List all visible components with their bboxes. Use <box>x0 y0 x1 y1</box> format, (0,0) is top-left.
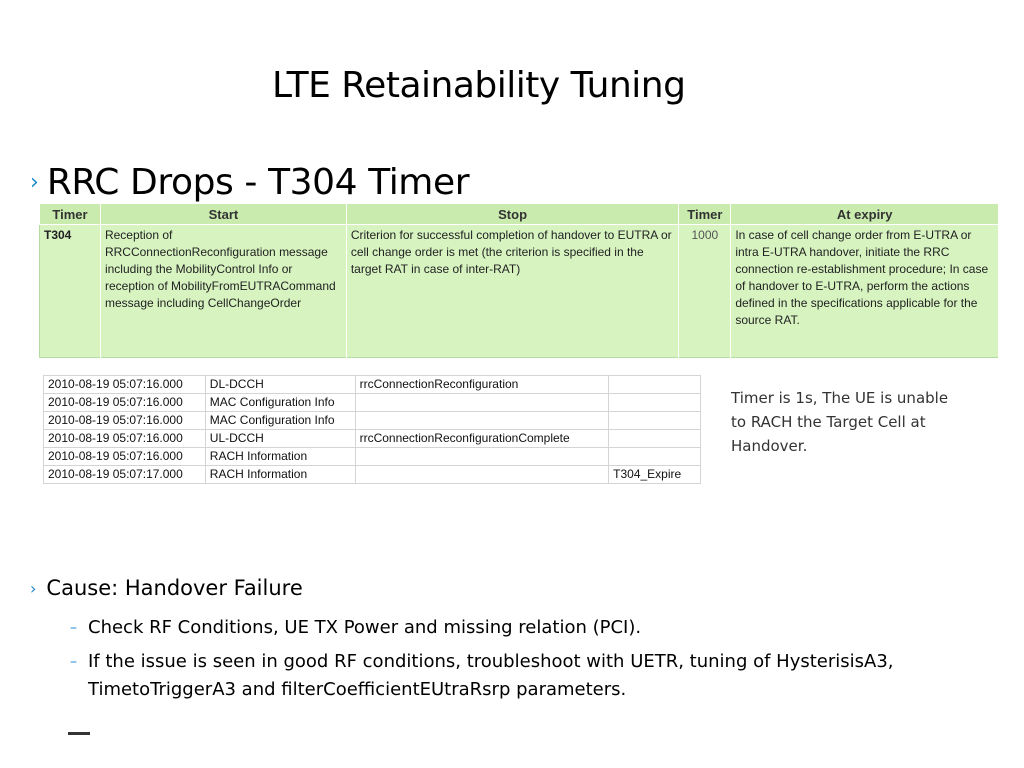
log-cell: rrcConnectionReconfiguration <box>355 376 609 394</box>
log-table <box>43 375 701 484</box>
dash-icon: – <box>70 620 77 636</box>
table-row <box>44 448 701 466</box>
table-header: Timer <box>40 204 101 225</box>
log-cell <box>355 394 609 412</box>
log-cell: 2010-08-19 05:07:16.000 <box>44 394 206 412</box>
timer-value-cell: 1000 <box>679 225 731 358</box>
sub-bullet <box>70 648 908 704</box>
table-header: Timer <box>679 204 731 225</box>
table-header: At expiry <box>731 204 999 225</box>
table-row <box>44 412 701 430</box>
main-bullet <box>30 160 469 204</box>
log-cell: T304_Expire <box>609 466 701 484</box>
table-row <box>40 225 999 358</box>
log-cell: 2010-08-19 05:07:16.000 <box>44 448 206 466</box>
log-cell: 2010-08-19 05:07:16.000 <box>44 430 206 448</box>
table-header: Start <box>100 204 346 225</box>
log-cell <box>609 430 701 448</box>
timer-table <box>39 203 999 358</box>
timer-expiry-cell: In case of cell change order from E-UTRA or intra E-UTRA handover, initiate the RRC connection re-establishment procedure; In case of handover to E-UTRA, perform the actions defined in the specifications applicable for the source RAT. <box>731 225 999 358</box>
table-row <box>44 394 701 412</box>
table-row <box>44 466 701 484</box>
log-cell: DL-DCCH <box>205 376 355 394</box>
bottom-dash-mark <box>68 732 90 735</box>
sub-bullet-text: Check RF Conditions, UE TX Power and missing relation (PCI). <box>88 617 642 638</box>
main-bullet-text: RRC Drops - T304 Timer <box>46 161 470 203</box>
log-cell: 2010-08-19 05:07:16.000 <box>44 376 206 394</box>
log-cell: RACH Information <box>205 448 355 466</box>
cause-text: Cause: Handover Failure <box>46 576 303 600</box>
sub-bullet <box>70 614 908 642</box>
note-text: Timer is 1s, The UE is unable to RACH the Target Cell at Handover. <box>731 389 949 455</box>
log-cell <box>355 412 609 430</box>
cause-bullet <box>30 576 303 600</box>
log-cell: UL-DCCH <box>205 430 355 448</box>
log-cell <box>609 394 701 412</box>
log-cell <box>609 376 701 394</box>
dash-icon: – <box>70 654 77 670</box>
sub-bullet-text: If the issue is seen in good RF conditions, troubleshoot with UETR, tuning of HysterisisA3, TimetoTriggerA3 and filterCoefficientEUtraRsrp parameters. <box>88 651 894 700</box>
log-cell <box>355 448 609 466</box>
log-cell: MAC Configuration Info <box>205 394 355 412</box>
log-cell <box>355 466 609 484</box>
table-header: Stop <box>346 204 679 225</box>
log-cell: 2010-08-19 05:07:17.000 <box>44 466 206 484</box>
table-row <box>44 430 701 448</box>
timer-start-cell: Reception of RRCConnectionReconfiguration message including the MobilityControl Info or reception of MobilityFromEUTRACommand message including CellChangeOrder <box>100 225 346 358</box>
table-row <box>44 376 701 394</box>
chevron-right-icon: › <box>30 169 39 195</box>
timer-name-cell: T304 <box>40 225 101 358</box>
slide-title: LTE Retainability Tuning <box>272 65 686 106</box>
log-cell <box>609 448 701 466</box>
log-cell: rrcConnectionReconfigurationComplete <box>355 430 609 448</box>
log-cell <box>609 412 701 430</box>
log-cell: RACH Information <box>205 466 355 484</box>
log-cell: MAC Configuration Info <box>205 412 355 430</box>
chevron-right-icon: › <box>30 578 37 598</box>
timer-stop-cell: Criterion for successful completion of handover to EUTRA or cell change order is met (the criterion is specified in the target RAT in case of inter-RAT) <box>346 225 679 358</box>
log-cell: 2010-08-19 05:07:16.000 <box>44 412 206 430</box>
